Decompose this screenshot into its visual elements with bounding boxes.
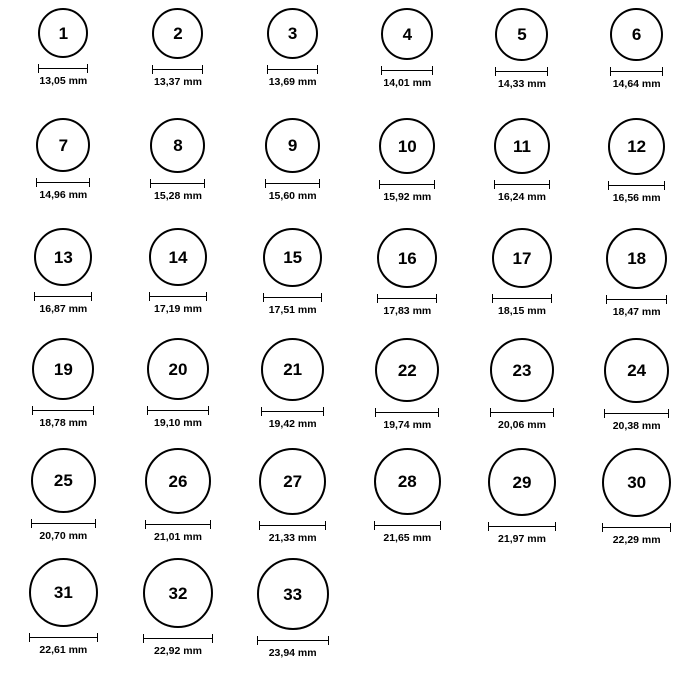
caliper-tick-right — [97, 633, 98, 642]
ring-measure — [147, 406, 209, 429]
ring-measure — [490, 408, 554, 431]
ring-circle — [267, 8, 318, 59]
ring-size-cell — [121, 118, 236, 228]
caliper-tick-left — [608, 181, 609, 190]
ring-size-number: 12 — [627, 137, 647, 156]
measure-caliper-icon — [488, 522, 556, 531]
ring-diameter-label: 16,24 mm — [498, 191, 546, 203]
ring-circle — [379, 118, 435, 174]
ring-circle — [147, 338, 209, 400]
caliper-bar — [604, 413, 669, 414]
ring-diameter-label: 20,06 mm — [498, 419, 546, 431]
ring-size-cell — [579, 448, 694, 558]
measure-caliper-icon — [492, 294, 552, 303]
ring-circle — [488, 448, 556, 516]
ring-diameter-label: 20,70 mm — [39, 530, 88, 542]
measure-caliper-icon — [257, 636, 329, 645]
ring-circle — [152, 8, 203, 59]
measure-caliper-icon — [261, 407, 324, 416]
ring-measure — [374, 521, 441, 544]
ring-measure — [143, 634, 213, 657]
measure-caliper-icon — [494, 180, 550, 189]
caliper-tick-left — [602, 523, 603, 532]
ring-measure — [381, 66, 433, 89]
ring-circle — [492, 228, 552, 288]
ring-measure — [149, 292, 207, 315]
ring-circle — [375, 338, 439, 402]
caliper-tick-right — [555, 522, 556, 531]
ring-circle — [149, 228, 207, 286]
caliper-tick-left — [257, 636, 258, 645]
ring-size-number: 20 — [168, 359, 188, 379]
caliper-bar — [377, 298, 437, 299]
ring-circle — [381, 8, 433, 60]
ring-diameter-label: 22,29 mm — [612, 534, 661, 546]
caliper-tick-right — [668, 409, 669, 418]
measure-caliper-icon — [608, 181, 665, 190]
caliper-tick-left — [267, 65, 268, 74]
ring-diameter-label: 14,96 mm — [39, 189, 88, 201]
ring-size-cell — [6, 118, 121, 228]
caliper-tick-right — [317, 65, 318, 74]
ring-measure — [379, 180, 435, 203]
ring-diameter-label: 17,51 mm — [268, 304, 317, 316]
caliper-bar — [488, 526, 556, 527]
ring-measure — [495, 67, 548, 90]
measure-caliper-icon — [495, 67, 548, 76]
ring-circle — [265, 118, 320, 173]
caliper-tick-right — [202, 65, 203, 74]
ring-diameter-label: 22,92 mm — [154, 645, 202, 657]
ring-circle — [32, 338, 94, 400]
ring-size-grid — [6, 8, 694, 668]
ring-circle — [150, 118, 205, 173]
measure-caliper-icon — [610, 67, 663, 76]
ring-diameter-label: 21,33 mm — [268, 532, 317, 544]
ring-size-number: 32 — [168, 583, 188, 603]
caliper-tick-right — [436, 294, 437, 303]
caliper-bar — [145, 524, 211, 525]
ring-circle — [602, 448, 671, 517]
ring-size-number: 22 — [397, 360, 417, 380]
measure-caliper-icon — [31, 519, 96, 528]
ring-measure — [492, 294, 552, 317]
ring-measure — [32, 406, 94, 429]
ring-diameter-label: 17,19 mm — [154, 303, 202, 315]
caliper-bar — [257, 640, 329, 641]
caliper-tick-right — [438, 408, 439, 417]
caliper-bar — [490, 412, 554, 413]
ring-measure — [36, 178, 90, 201]
caliper-tick-right — [89, 178, 90, 187]
measure-caliper-icon — [259, 521, 326, 530]
ring-circle — [374, 448, 441, 515]
ring-circle — [36, 118, 90, 172]
ring-measure — [377, 294, 437, 317]
caliper-tick-left — [604, 409, 605, 418]
ring-diameter-label: 18,47 mm — [612, 306, 661, 318]
ring-measure — [608, 181, 665, 204]
caliper-bar — [149, 296, 207, 297]
caliper-bar — [147, 410, 209, 411]
caliper-tick-right — [664, 181, 665, 190]
ring-size-number: 19 — [53, 359, 73, 379]
ring-size-cell — [465, 118, 580, 228]
ring-size-number: 18 — [627, 249, 647, 268]
caliper-tick-right — [553, 408, 554, 417]
caliper-bar — [606, 299, 667, 300]
ring-circle — [606, 228, 667, 289]
caliper-tick-left — [494, 180, 495, 189]
ring-size-cell — [465, 228, 580, 338]
measure-caliper-icon — [34, 292, 92, 301]
caliper-bar — [381, 70, 433, 71]
caliper-tick-right — [549, 180, 550, 189]
caliper-tick-left — [149, 292, 150, 301]
measure-caliper-icon — [375, 408, 439, 417]
caliper-bar — [602, 527, 671, 528]
caliper-tick-right — [323, 407, 324, 416]
caliper-tick-right — [440, 521, 441, 530]
ring-size-cell — [350, 118, 465, 228]
ring-size-number: 1 — [58, 23, 69, 43]
ring-diameter-label: 23,94 mm — [268, 647, 317, 659]
caliper-bar — [34, 296, 92, 297]
ring-circle — [145, 448, 211, 514]
caliper-tick-right — [328, 636, 329, 645]
ring-size-cell — [121, 448, 236, 558]
measure-caliper-icon — [32, 406, 94, 415]
caliper-tick-left — [610, 67, 611, 76]
ring-size-cell — [235, 338, 350, 448]
ring-size-cell — [579, 8, 694, 118]
caliper-tick-left — [31, 519, 32, 528]
caliper-bar — [259, 525, 326, 526]
caliper-bar — [150, 183, 205, 184]
ring-diameter-label: 14,33 mm — [498, 78, 546, 90]
ring-size-number: 23 — [512, 360, 532, 380]
caliper-tick-left — [145, 520, 146, 529]
caliper-tick-left — [263, 293, 264, 302]
caliper-tick-left — [374, 521, 375, 530]
ring-size-cell — [6, 558, 121, 668]
ring-size-cell — [6, 8, 121, 118]
ring-size-number: 5 — [517, 25, 527, 44]
caliper-bar — [152, 69, 203, 70]
caliper-tick-left — [29, 633, 30, 642]
ring-size-number: 2 — [173, 24, 183, 43]
ring-measure — [259, 521, 326, 544]
caliper-tick-left — [375, 408, 376, 417]
ring-diameter-label: 13,05 mm — [39, 75, 88, 87]
ring-diameter-label: 19,74 mm — [383, 419, 432, 431]
ring-diameter-label: 19,10 mm — [154, 417, 202, 429]
ring-size-number: 16 — [397, 248, 417, 268]
caliper-bar — [495, 71, 548, 72]
ring-measure — [494, 180, 550, 203]
ring-size-number: 21 — [283, 360, 303, 379]
caliper-tick-right — [551, 294, 552, 303]
measure-caliper-icon — [38, 64, 88, 73]
caliper-bar — [494, 184, 550, 185]
ring-diameter-label: 21,01 mm — [154, 531, 202, 543]
caliper-tick-right — [208, 406, 209, 415]
ring-size-number: 14 — [168, 247, 188, 267]
caliper-tick-right — [93, 406, 94, 415]
ring-diameter-label: 21,97 mm — [498, 533, 546, 545]
ring-size-cell — [350, 8, 465, 118]
ring-circle — [494, 118, 550, 174]
ring-size-cell — [121, 8, 236, 118]
ring-diameter-label: 15,60 mm — [268, 190, 317, 202]
measure-caliper-icon — [381, 66, 433, 75]
caliper-tick-right — [95, 519, 96, 528]
ring-circle — [257, 558, 329, 630]
ring-size-number: 8 — [173, 136, 183, 155]
ring-size-number: 9 — [287, 136, 298, 155]
caliper-tick-left — [34, 292, 35, 301]
caliper-bar — [492, 298, 552, 299]
measure-caliper-icon — [267, 65, 318, 74]
caliper-tick-left — [490, 408, 491, 417]
ring-size-number: 27 — [283, 472, 303, 491]
ring-size-number: 33 — [283, 584, 303, 604]
caliper-tick-right — [204, 179, 205, 188]
ring-measure — [604, 409, 669, 432]
ring-circle — [29, 558, 98, 627]
ring-diameter-label: 15,92 mm — [383, 191, 432, 203]
ring-size-number: 25 — [53, 471, 73, 490]
caliper-tick-right — [547, 67, 548, 76]
ring-circle — [34, 228, 92, 286]
ring-size-number: 29 — [512, 472, 532, 492]
ring-size-cell — [6, 448, 121, 558]
caliper-tick-left — [492, 294, 493, 303]
ring-diameter-label: 14,01 mm — [383, 77, 432, 89]
ring-size-number: 24 — [627, 361, 647, 380]
ring-circle — [38, 8, 88, 58]
caliper-bar — [38, 68, 88, 69]
ring-measure — [145, 520, 211, 543]
caliper-tick-left — [495, 67, 496, 76]
caliper-tick-right — [206, 292, 207, 301]
measure-caliper-icon — [379, 180, 435, 189]
caliper-tick-right — [432, 66, 433, 75]
ring-diameter-label: 16,56 mm — [612, 192, 661, 204]
ring-size-number: 6 — [631, 25, 642, 44]
caliper-tick-left — [32, 406, 33, 415]
ring-measure — [265, 179, 320, 202]
ring-circle — [495, 8, 548, 61]
ring-measure — [261, 407, 324, 430]
measure-caliper-icon — [265, 179, 320, 188]
caliper-tick-right — [325, 521, 326, 530]
ring-circle — [608, 118, 665, 175]
measure-caliper-icon — [374, 521, 441, 530]
ring-circle — [610, 8, 663, 61]
ring-size-cell — [121, 338, 236, 448]
caliper-bar — [375, 412, 439, 413]
ring-diameter-label: 18,78 mm — [39, 417, 88, 429]
caliper-tick-left — [265, 179, 266, 188]
ring-measure — [488, 522, 556, 545]
ring-measure — [150, 179, 205, 202]
caliper-tick-left — [147, 406, 148, 415]
ring-size-number: 15 — [283, 248, 303, 267]
caliper-tick-left — [150, 179, 151, 188]
caliper-tick-left — [379, 180, 380, 189]
ring-size-cell — [121, 228, 236, 338]
caliper-bar — [610, 71, 663, 72]
measure-caliper-icon — [143, 634, 213, 643]
ring-measure — [38, 64, 88, 87]
ring-diameter-label: 21,65 mm — [383, 532, 432, 544]
ring-diameter-label: 18,15 mm — [498, 305, 546, 317]
ring-size-cell — [579, 118, 694, 228]
ring-circle — [604, 338, 669, 403]
ring-size-number: 26 — [168, 471, 188, 491]
measure-caliper-icon — [29, 633, 98, 642]
caliper-bar — [267, 69, 318, 70]
caliper-tick-right — [212, 634, 213, 643]
measure-caliper-icon — [263, 293, 322, 302]
ring-size-cell — [579, 338, 694, 448]
ring-size-cell — [235, 558, 350, 668]
ring-size-cell — [6, 338, 121, 448]
caliper-tick-left — [488, 522, 489, 531]
caliper-tick-right — [662, 67, 663, 76]
ring-size-cell — [350, 338, 465, 448]
ring-measure — [602, 523, 671, 546]
ring-size-number: 28 — [397, 472, 417, 491]
ring-size-number: 3 — [287, 24, 298, 43]
caliper-bar — [379, 184, 435, 185]
ring-diameter-label: 15,28 mm — [154, 190, 202, 202]
measure-caliper-icon — [490, 408, 554, 417]
measure-caliper-icon — [602, 523, 671, 532]
caliper-tick-left — [381, 66, 382, 75]
ring-size-cell — [350, 448, 465, 558]
caliper-bar — [32, 410, 94, 411]
measure-caliper-icon — [152, 65, 203, 74]
caliper-tick-left — [152, 65, 153, 74]
caliper-bar — [374, 525, 441, 526]
ring-size-number: 10 — [397, 136, 417, 156]
ring-size-cell — [235, 8, 350, 118]
ring-diameter-label: 20,38 mm — [612, 420, 661, 432]
caliper-bar — [608, 185, 665, 186]
ring-measure — [34, 292, 92, 315]
ring-diameter-label: 17,83 mm — [383, 305, 432, 317]
ring-size-cell — [465, 448, 580, 558]
caliper-tick-right — [670, 523, 671, 532]
measure-caliper-icon — [145, 520, 211, 529]
ring-size-number: 30 — [627, 473, 647, 492]
measure-caliper-icon — [149, 292, 207, 301]
ring-diameter-label: 19,42 mm — [268, 418, 317, 430]
measure-caliper-icon — [147, 406, 209, 415]
ring-circle — [31, 448, 96, 513]
measure-caliper-icon — [606, 295, 667, 304]
ring-size-cell — [350, 228, 465, 338]
ring-circle — [261, 338, 324, 401]
caliper-bar — [143, 638, 213, 639]
measure-caliper-icon — [377, 294, 437, 303]
ring-diameter-label: 14,64 mm — [612, 78, 661, 90]
measure-caliper-icon — [604, 409, 669, 418]
measure-caliper-icon — [150, 179, 205, 188]
ring-measure — [29, 633, 98, 656]
caliper-bar — [29, 637, 98, 638]
caliper-tick-right — [434, 180, 435, 189]
ring-size-cell — [235, 228, 350, 338]
caliper-tick-right — [210, 520, 211, 529]
caliper-tick-left — [36, 178, 37, 187]
ring-size-cell — [235, 448, 350, 558]
ring-measure — [606, 295, 667, 318]
ring-measure — [152, 65, 203, 88]
ring-measure — [375, 408, 439, 431]
ring-measure — [610, 67, 663, 90]
ring-size-number: 13 — [53, 247, 73, 267]
caliper-bar — [36, 182, 90, 183]
caliper-bar — [31, 523, 96, 524]
ring-diameter-label: 13,69 mm — [268, 76, 317, 88]
ring-size-number: 11 — [512, 136, 531, 156]
ring-size-number: 7 — [58, 135, 69, 155]
caliper-tick-left — [259, 521, 260, 530]
ring-size-number: 4 — [402, 24, 413, 44]
ring-measure — [263, 293, 322, 316]
caliper-tick-right — [91, 292, 92, 301]
caliper-bar — [263, 297, 322, 298]
caliper-tick-right — [666, 295, 667, 304]
ring-size-cell — [235, 118, 350, 228]
caliper-tick-left — [261, 407, 262, 416]
ring-measure — [267, 65, 318, 88]
ring-size-cell — [121, 558, 236, 668]
ring-circle — [143, 558, 213, 628]
caliper-bar — [265, 183, 320, 184]
caliper-bar — [261, 411, 324, 412]
caliper-tick-left — [606, 295, 607, 304]
ring-circle — [259, 448, 326, 515]
caliper-tick-left — [143, 634, 144, 643]
ring-circle — [263, 228, 322, 287]
ring-size-cell — [579, 228, 694, 338]
ring-size-cell — [465, 338, 580, 448]
caliper-tick-left — [38, 64, 39, 73]
ring-circle — [490, 338, 554, 402]
ring-size-cell — [6, 228, 121, 338]
caliper-tick-right — [319, 179, 320, 188]
ring-diameter-label: 16,87 mm — [39, 303, 88, 315]
caliper-tick-right — [321, 293, 322, 302]
measure-caliper-icon — [36, 178, 90, 187]
ring-measure — [31, 519, 96, 542]
ring-size-number: 17 — [512, 248, 532, 268]
ring-size-cell — [465, 8, 580, 118]
ring-diameter-label: 13,37 mm — [154, 76, 202, 88]
caliper-tick-left — [377, 294, 378, 303]
ring-diameter-label: 22,61 mm — [39, 644, 88, 656]
caliper-tick-right — [87, 64, 88, 73]
ring-measure — [257, 636, 329, 659]
ring-size-number: 31 — [53, 583, 73, 602]
ring-circle — [377, 228, 437, 288]
